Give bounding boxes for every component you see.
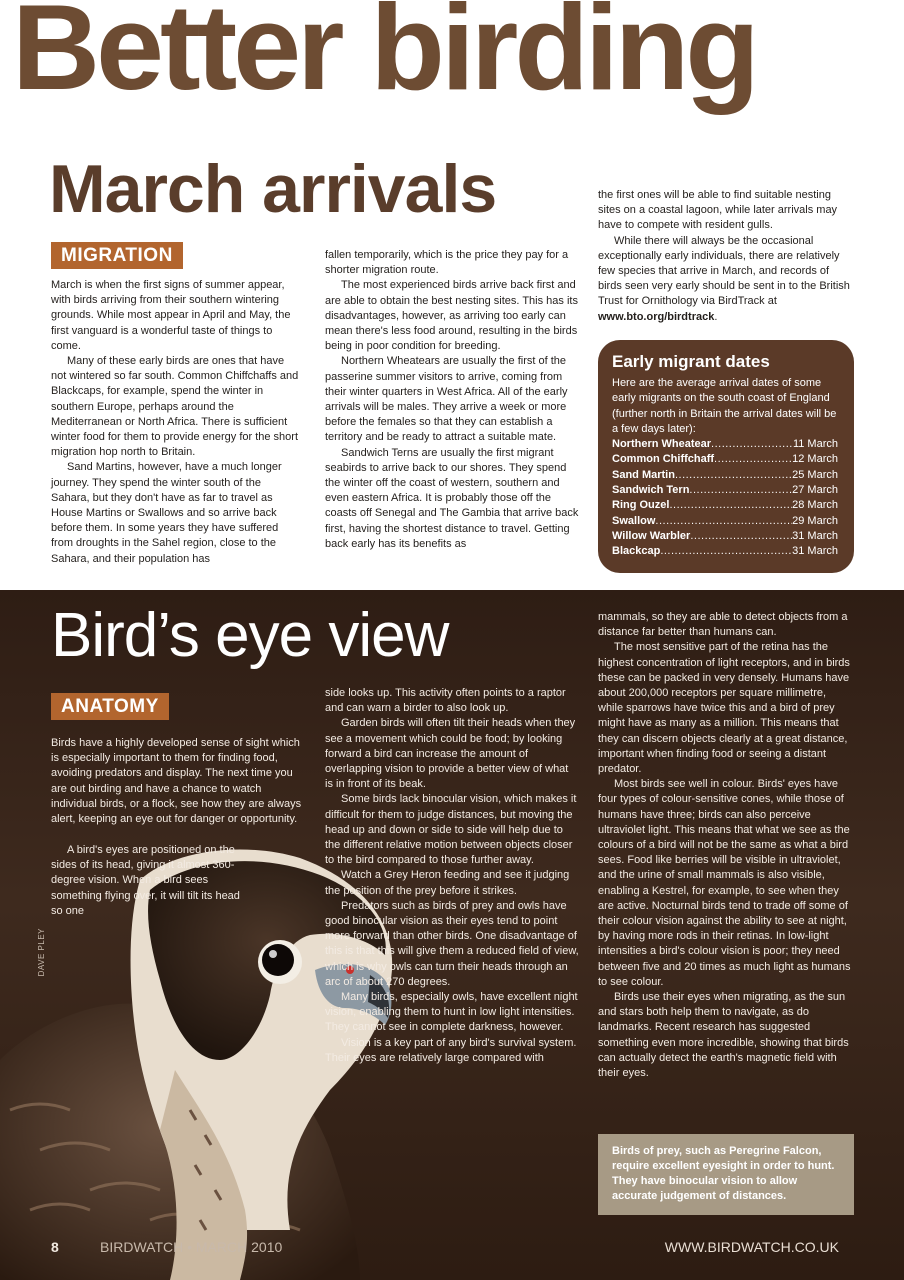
paragraph: Sandwich Terns are usually the first migrant seabirds to arrive back to our shores. They spend the winter off the coast of western, southern and even eastern Africa. It is probably those off the coasts off Senegal and The Gambia that arrive back first, having the shortest distance to travel. Getting back early has its benefits as: [325, 446, 579, 550]
arrival-date: 25 March: [792, 468, 838, 481]
list-item: [612, 514, 838, 529]
bird-name: Sandwich Tern: [612, 484, 690, 497]
section-title: Better birding: [12, 0, 756, 115]
photo-credit: DAVE PLEY: [37, 928, 46, 977]
paragraph: Northern Wheatears are usually the first of the passerine summer visitors to arrive, coming from their winter quarters in West Africa. All of the early arrivals will be males. They arrive a week or more before the females so that they can establish a territory and be ready to attract a suitable mate.: [325, 355, 568, 444]
arrival-date: 28 March: [792, 499, 838, 512]
photo-caption: Birds of prey, such as Peregrine Falcon, require excellent eyesight in order to hunt. They have binocular vision to allow accurate judgement of distances.: [598, 1134, 854, 1215]
list-item: [612, 498, 838, 513]
birdtrack-link[interactable]: www.bto.org/birdtrack: [598, 310, 715, 323]
paragraph: Many birds, especially owls, have excellent night vision, enabling them to hunt in low light intensities. They cannot see in complete darkness, however.: [325, 991, 578, 1034]
arrival-date: 27 March: [792, 484, 838, 497]
article-title-march-arrivals: March arrivals: [49, 151, 497, 227]
anatomy-column-3: [598, 610, 854, 1081]
list-item: [612, 468, 838, 483]
paragraph: The most sensitive part of the retina has the highest concentration of light receptors, and in birds these can be packed in very densely. Humans have about 200,000 receptors per square millimetre, while sparrows have twice this and a bird of prey might have as many as a million. This means that they can discern objects clearly at a great distance, important when finding food or seeing a distant predator.: [598, 641, 850, 776]
website-link[interactable]: WWW.BIRDWATCH.CO.UK: [664, 1239, 839, 1255]
arrival-date: 11 March: [792, 438, 838, 451]
list-item: [612, 437, 838, 452]
anatomy-column-1-wrap: [51, 843, 251, 919]
list-item: [612, 483, 838, 498]
paragraph: March is when the first signs of summer appear, with birds arriving from their southern wintering grounds. While most appear in April and May, the first vanguard is a wonderful taste of things to come.: [51, 279, 291, 352]
paragraph-end: .: [714, 310, 718, 323]
box-intro: Here are the average arrival dates of some early migrants on the south coast of England (further north in Britain the arrival dates will be a few days later):: [612, 377, 837, 435]
magazine-issue: BIRDWATCH • MARCH 2010: [100, 1239, 283, 1255]
paragraph: A bird's eyes are positioned on the sides of its head, giving it almost 360-degree vision. When a bird sees something flying over, it will tilt its head so one: [51, 844, 240, 917]
box-title: Early migrant dates: [612, 352, 770, 371]
migration-column-1: [51, 278, 301, 567]
migration-tag: MIGRATION: [51, 242, 183, 269]
migration-column-3: [598, 188, 854, 325]
paragraph: mammals, so they are able to detect objects from a distance far better than humans can.: [598, 611, 848, 639]
arrival-date: 12 March: [792, 453, 838, 466]
list-item: [612, 452, 838, 467]
migration-column-2: [325, 248, 579, 552]
arrival-date: 29 March: [792, 514, 838, 527]
paragraph: [598, 234, 854, 325]
bird-name: Blackcap: [612, 545, 661, 558]
paragraph: side looks up. This activity often points to a raptor and can warn a birder to also look up.: [325, 687, 566, 715]
bird-name: Ring Ouzel: [612, 499, 670, 512]
arrival-date: 31 March: [792, 529, 838, 542]
paragraph: the first ones will be able to find suitable nesting sites on a coastal lagoon, while later arrivals may have to compete with resident gulls.: [598, 189, 838, 232]
anatomy-tag: ANATOMY: [51, 693, 169, 720]
paragraph: Predators such as birds of prey and owls have good binocular vision as their eyes tend to point more forward than other birds. One disadvantage of this is that this will give them a reduced field of view, which is why owls can turn their heads through an arc of about 270 degrees.: [325, 899, 579, 988]
bird-name: Common Chiffchaff: [612, 453, 715, 466]
page-number: 8: [51, 1239, 59, 1255]
paragraph-text: While there will always be the occasional exceptionally early individuals, there are relatively few species that arrive in March, and records of birds seen very early should be sent in to the British Trust for Ornithology via BirdTrack at: [598, 234, 850, 308]
paragraph: Some birds lack binocular vision, which makes it difficult for them to judge distances, but moving the head up and down or side to side will help due to the different relative motion between objects closer to the bird compared to those further away.: [325, 793, 577, 867]
bird-name: Northern Wheatear: [612, 438, 712, 451]
list-item: [612, 544, 838, 559]
article-title-birds-eye-view: Bird’s eye view: [51, 601, 449, 670]
migrant-dates-list: [612, 437, 838, 559]
paragraph: The most experienced birds arrive back first and are able to obtain the best nesting sites. This has its disadvantages, however, as arriving too early can mean there's less food around, resulting in the birds being in poor condition for breeding.: [325, 279, 578, 353]
list-item: [612, 529, 838, 544]
bird-name: Sand Martin: [612, 468, 675, 481]
paragraph: Vision is a key part of any bird's survival system. Their eyes are relatively large compared with: [325, 1036, 577, 1064]
bird-name: Swallow: [612, 514, 656, 527]
paragraph: Birds use their eyes when migrating, as the sun and stars both help them to navigate, as do landmarks. Recent research has suggested something even more incredible, showing that birds can actually detect the earth's magnetic field with their eyes.: [598, 991, 849, 1080]
anatomy-column-1: [51, 736, 303, 827]
bird-name: Willow Warbler: [612, 529, 691, 542]
paragraph: Sand Martins, however, have a much longer journey. They spend the winter south of the Sahara, but they don't have as far to travel as House Martins or Swallows and so arrive back before them. In some years they have suffered from droughts in the Sahel region, close to the Sahara, and their population has: [51, 461, 282, 565]
paragraph: fallen temporarily, which is the price they pay for a shorter migration route.: [325, 249, 569, 277]
paragraph: Watch a Grey Heron feeding and see it judging the position of the prey before it strikes.: [325, 869, 570, 897]
paragraph: Garden birds will often tilt their heads when they see a movement which could be food; by looking forward a bird can increase the amount of overlapping vision to provide a better view of what is in front of its beak.: [325, 717, 576, 791]
anatomy-column-2: [325, 686, 579, 1066]
arrival-date: 31 March: [792, 545, 838, 558]
paragraph: Most birds see well in colour. Birds' eyes have four types of colour-sensitive cones, while those of humans have three; birds can also perceive ultraviolet light. This means that what we see as the colours of a bird will not be the same as what a bird sees. Food like berries will be visible in ultraviolet, and the urine of small mammals is also visible, enabling a Kestrel, for example, to see when they are active. Nocturnal birds tend to trade off some of their colour vision against the ability to see at night, by having more rods in their retinas. In low-light intensities a bird's colour vision is poor; they need between five and 20 times as much light as humans to see colour.: [598, 778, 851, 988]
paragraph: Birds have a highly developed sense of sight which is especially important to them for finding food, avoiding predators and display. The next time you are out birding and have a chance to watch individual birds, or a flock, see how they are always alert, keeping an eye out for danger or opportunity.: [51, 737, 302, 826]
paragraph: Many of these early birds are ones that have not wintered so far south. Common Chiffchaffs and Blackcaps, for example, spend the winter in southern Europe, perhaps around the Mediterranean or North Africa. There is sufficient winter food for them to provide energy for the short migration hop north to Britain.: [51, 355, 299, 459]
early-migrant-dates-box: [598, 340, 854, 573]
